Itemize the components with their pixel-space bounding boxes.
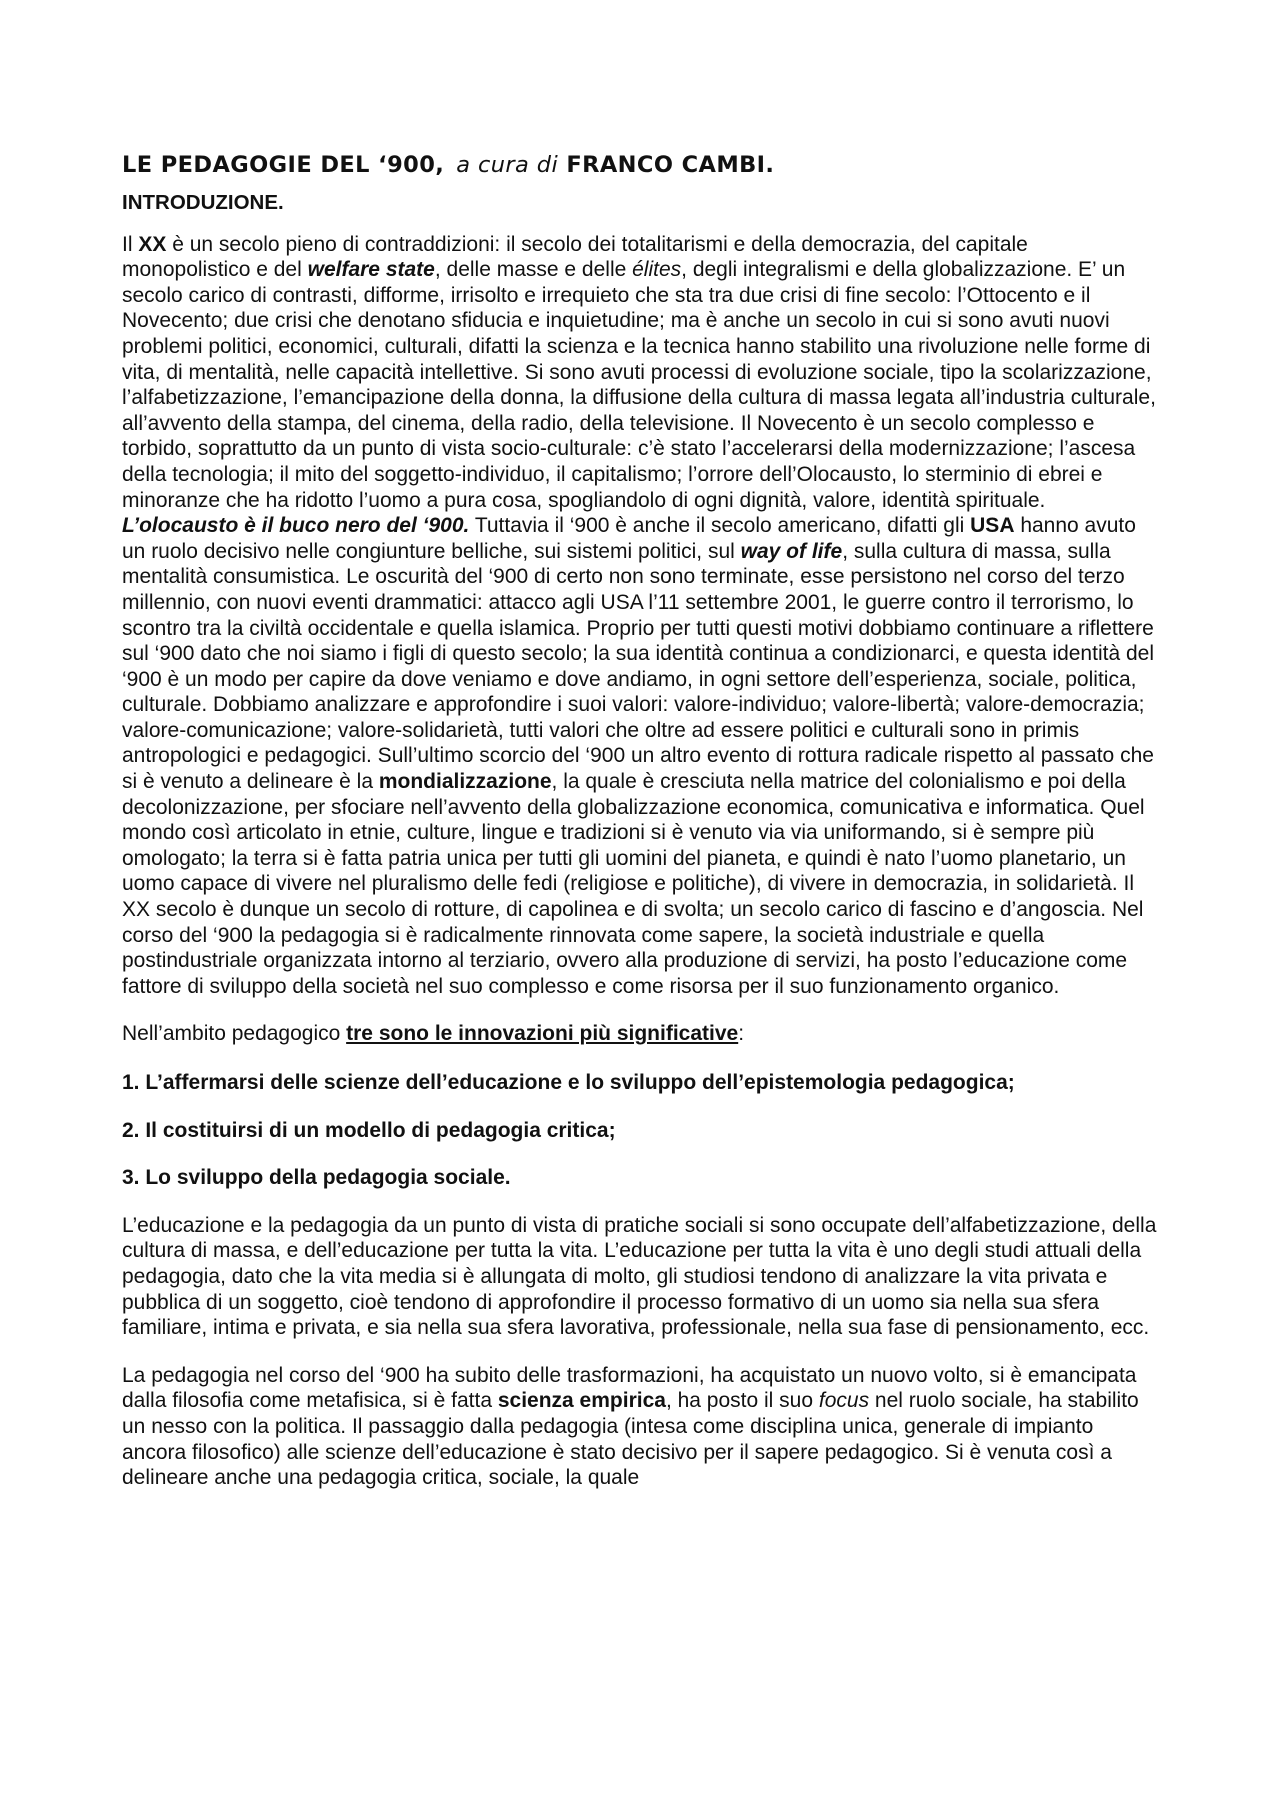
text-run: Nell’ambito pedagogico: [122, 1022, 347, 1046]
title-cura-di: di: [536, 152, 559, 178]
list-item: 3. Lo sviluppo della pedagogia sociale.: [122, 1166, 511, 1190]
paragraph-pedagogy: [122, 1363, 1158, 1491]
text-run: :: [738, 1022, 745, 1046]
text-run: , la quale è cresciuta nella matrice del colonialismo e poi della decolonizzazione, per sfociare nell’avvento della globalizzazione economica, comunicativa e informatica. Quel mondo così articolato in etnie, culture, lingue e tradizioni si è venuto via via uniformando, si è sempre più omologato; la terra si è fatta patria unica per tutti gli uomini del pianeta, e quindi è nato l’uomo planetario, un uomo capace di vivere nel pluralismo delle fedi (religiose e politiche), di vivere in democrazia, in solidarietà. Il XX secolo è dunque un secolo di rotture, di capolinea e di svolta; un secolo carico di fascino e d’angoscia. Nel corso del ‘900 la pedagogia si è radicalmente rinnovata come sapere, la società industriale e quella postindustriale organizzata intorno al terziario, ovvero alla produzione di servizi, ha posto l’educazione come fattore di sviluppo della società nel suo complesso e come risorsa per il suo funzionamento organico.: [122, 770, 1145, 998]
document-page: [122, 150, 1158, 1513]
paragraph-education: L’educazione e la pedagogia da un punto di vista di pratiche sociali si sono occupate dell’alfabetizzazione, della cultura di massa, e dell’educazione per tutta la vita. L’educazione per tutta la vita è uno degli studi attuali della pedagogia, dato che la vita media si è allungata di molto, gli studiosi tendono di analizzare la vita privata e pubblica di un soggetto, cioè tendono di approfondire il processo formativo di un uomo sia nella sua sfera familiare, intima e privata, e sia nella sua sfera lavorativa, professionale, nella sua fase di pensionamento, ecc.: [122, 1213, 1157, 1340]
bold-italic-run: welfare state: [307, 258, 435, 282]
bold-run: mondializzazione: [378, 770, 552, 794]
text-run: hanno avuto un ruolo decisivo nelle congiunture belliche, sui sistemi politici, sul: [122, 514, 1136, 563]
text-run: , delle masse e delle: [434, 258, 633, 282]
bold-run: scienza empirica: [497, 1389, 666, 1413]
bold-italic-run: L’olocausto è il buco nero del ‘900.: [122, 514, 470, 538]
text-run: , ha posto il suo: [665, 1389, 819, 1413]
document-title: [122, 150, 1158, 180]
underlined-run: tre sono le innovazioni più significative: [346, 1022, 739, 1046]
paragraph-intro: [122, 232, 1158, 1000]
text-run: , degli integralismi e della globalizzazione. E’ un secolo carico di contrasti, difforme, irrisolto e irrequieto che sta tra due crisi di fine secolo: l’Ottocento e il Novecento; due crisi che denotano sfiducia e inquietudine; ma è anche un secolo in cui si sono avuti nuovi problemi politici, economici, culturali, difatti la scienza e la tecnica hanno stabilito una rivoluzione nelle forme di vita, di mentalità, nelle capacità intellettive. Si sono avuti processi di evoluzione sociale, tipo la scolarizzazione, l’alfabetizzazione, l’emancipazione della donna, la diffusione della cultura di massa legata all’industria culturale, all’avvento della stampa, del cinema, della radio, della televisione. Il Novecento è un secolo complesso e torbido, soprattutto da un punto di vista socio-culturale: c’è stato l’accelerarsi della modernizzazione; l’ascesa della tecnologia; il mito del soggetto-individuo, il capitalismo; l’orrore dell’Olocausto, lo sterminio di ebrei e minoranze che ha ridotto l’uomo a pura cosa, spogliandolo di ogni dignità, valore, identità spirituale.: [122, 258, 1156, 512]
text-run: La pedagogia nel corso del ‘900 ha subito delle trasformazioni, ha acquistato un nuovo volto, si è emancipata dalla filosofia come metafisica, si è fatta: [122, 1363, 1137, 1413]
bold-run: USA: [970, 514, 1015, 538]
title-cura-a: a cura: [456, 152, 530, 178]
section-heading: INTRODUZIONE.: [122, 191, 284, 214]
list-item: 1. L’affermarsi delle scienze dell’educazione e lo sviluppo dell’epistemologia pedagogica;: [122, 1071, 1015, 1094]
text-run: nel ruolo sociale, ha stabilito un nesso con la politica. Il passaggio dalla pedagogia (intesa come disciplina unica, generale di impianto ancora filosofico) alle scienze dell’educazione è stato decisivo per il sapere pedagogico. Si è venuta così a delineare anche una pedagogia critica, sociale, la quale: [122, 1389, 1139, 1490]
italic-run: focus: [818, 1389, 870, 1413]
text-run: , sulla cultura di massa, sulla mentalità consumistica. Le oscurità del ‘900 di certo non sono terminate, esse persistono nel corso del terzo millennio, con nuovi eventi drammatici: attacco agli USA l’11 settembre 2001, le guerre contro il terrorismo, lo scontro tra la civiltà occidentale e quella islamica. Proprio per tutti questi motivi dobbiamo continuare a riflettere sul ‘900 dato che noi siamo i figli di questo secolo; la sua identità continua a condizionarci, e questa identità del ‘900 è un modo per capire da dove veniamo e dove andiamo, in ogni settore dell’esperienza, sociale, politica, culturale. Dobbiamo analizzare e approfondire i suoi valori: valore-individuo; valore-libertà; valore-democrazia; valore-comunicazione; valore-solidarietà, tutti valori che oltre ad essere politici e culturali sono in primis antropologici e pedagogici. Sull’ultimo scorcio del ‘900 un altro evento di rottura radicale rispetto al passato che si è venuto a delineare è la: [122, 539, 1154, 794]
text-run: Il: [122, 232, 139, 256]
bold-italic-run: way of life: [740, 539, 843, 563]
title-main: LE PEDAGOGIE DEL ‘900,: [122, 152, 445, 178]
title-cura: [456, 152, 558, 178]
paragraph-innovations: [122, 1021, 1158, 1047]
text-run: è un secolo pieno di contraddizioni: il secolo dei totalitarismi e della democrazia, del capitale monopolistico e del: [122, 232, 1028, 282]
italic-run: élites: [632, 258, 682, 282]
list-item: 2. Il costituirsi di un modello di pedagogia critica;: [122, 1118, 616, 1142]
text-run: Tuttavia il ‘900 è anche il secolo americano, difatti gli: [469, 514, 971, 538]
bold-run: XX: [138, 232, 167, 256]
title-author: FRANCO CAMBI.: [566, 152, 775, 178]
